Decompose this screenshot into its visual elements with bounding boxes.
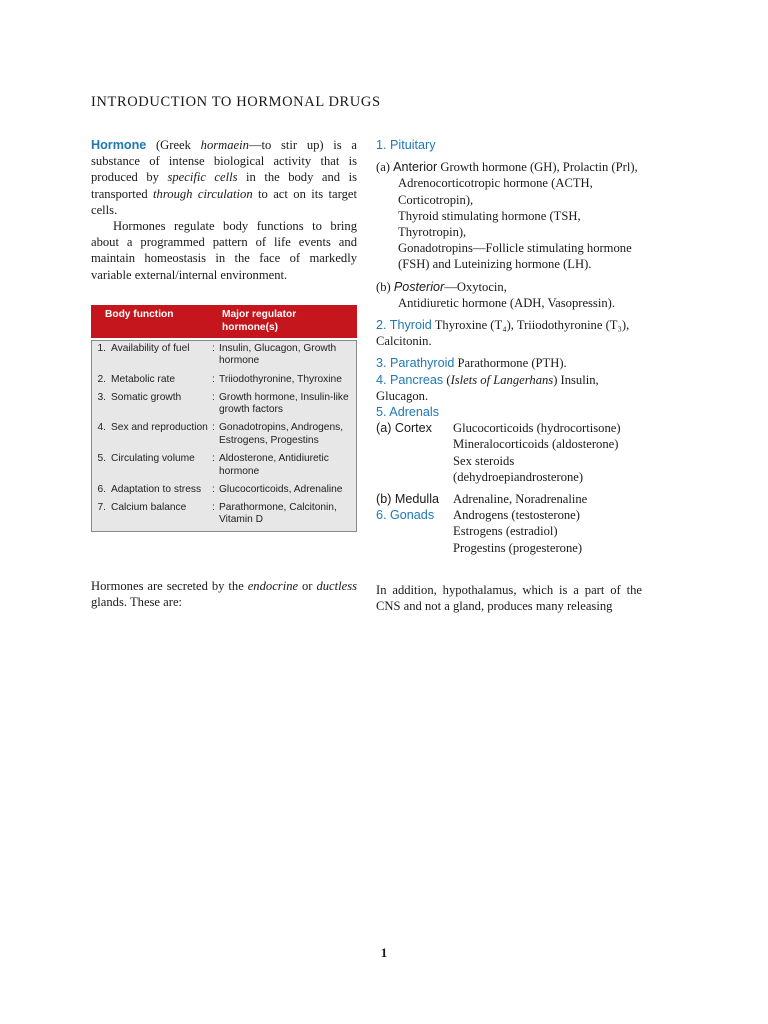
intro-text-d: specific cells bbox=[167, 170, 238, 185]
table-header bbox=[91, 305, 357, 338]
anterior-label: (a) bbox=[376, 160, 394, 175]
adrenal-medulla-row bbox=[376, 491, 642, 507]
table-row bbox=[92, 343, 356, 368]
anterior-line-4: Gonadotropins—Follicle stimulating hormone (FSH) and Luteinizing hormone (LH). bbox=[398, 241, 632, 272]
posterior-pituitary-line bbox=[376, 279, 642, 295]
row-number: 6. bbox=[97, 483, 106, 495]
gonads-hormone-2: Estrogens (estradiol) bbox=[453, 524, 558, 539]
intro-paragraph bbox=[91, 137, 357, 218]
posterior-label: (b) bbox=[376, 279, 394, 294]
row-body-function: Metabolic rate bbox=[111, 373, 175, 385]
gland-parathyroid-line bbox=[376, 355, 642, 371]
row-hormones: Aldosterone, Antidiuretic hormone bbox=[219, 452, 329, 477]
table-row bbox=[92, 422, 356, 447]
table-row bbox=[92, 392, 356, 417]
cortex-hormone-1: Glucocorticoids (hydrocortisone) bbox=[453, 421, 621, 436]
row-body-function: Availability of fuel bbox=[111, 342, 190, 354]
pancreas-a: ( bbox=[443, 372, 451, 387]
page-title: INTRODUCTION TO HORMONAL DRUGS bbox=[91, 94, 381, 110]
table-row bbox=[92, 453, 356, 478]
gonads-row bbox=[376, 507, 642, 556]
hormone-keyword: Hormone bbox=[91, 138, 147, 152]
hormone-function-table bbox=[91, 305, 357, 532]
adrenal-cortex-row bbox=[376, 420, 642, 485]
row-separator: : bbox=[212, 422, 215, 434]
glands-intro-b: endocrine bbox=[247, 579, 299, 593]
row-body-function: Circulating volume bbox=[111, 452, 195, 464]
glands-intro-d: ductless bbox=[316, 579, 358, 593]
gland-thyroid-line bbox=[376, 317, 642, 349]
posterior-text: —Oxytocin, bbox=[444, 279, 507, 294]
intro-text-e: in the body and is transported bbox=[91, 170, 357, 201]
row-body-function: Sex and reproduction bbox=[111, 422, 208, 434]
row-number: 2. bbox=[97, 373, 106, 385]
gland-gonads-heading: 6. Gonads bbox=[376, 508, 435, 523]
column-header-body-function: Body function bbox=[105, 308, 174, 320]
pancreas-c: ) Insulin, Glucagon. bbox=[376, 372, 599, 403]
regulation-paragraph: Hormones regulate body functions to bring about a programmed pattern of life events and maintain homeostasis in the face of markedly variable external/internal environment. bbox=[91, 219, 357, 282]
row-separator: : bbox=[212, 483, 215, 495]
gland-parathyroid-heading: 3. Parathyroid bbox=[376, 356, 455, 371]
parathyroid-text: Parathormone (PTH). bbox=[454, 356, 567, 371]
cortex-key: (a) Cortex bbox=[376, 421, 432, 436]
row-hormones: Gonadotropins, Androgens, Estrogens, Progestins bbox=[219, 422, 344, 446]
right-column bbox=[376, 137, 642, 556]
column-header-regulator-hormones: Major regulator hormone(s) bbox=[222, 308, 297, 333]
gland-pancreas-line bbox=[376, 372, 642, 404]
glands-intro-a: Hormones are secreted by the bbox=[91, 579, 248, 593]
row-hormones: Growth hormone, Insulin-like growth factors bbox=[219, 391, 349, 416]
hypothalamus-text: In addition, hypothalamus, which is a part of the CNS and not a gland, produces many releasing bbox=[376, 583, 642, 614]
row-number: 4. bbox=[97, 422, 106, 434]
glands-intro-e: glands. These are: bbox=[91, 595, 183, 610]
intro-text-a: (Greek bbox=[146, 138, 201, 152]
page-number: 1 bbox=[380, 945, 388, 960]
row-separator: : bbox=[212, 373, 215, 385]
row-separator: : bbox=[212, 391, 215, 403]
row-number: 7. bbox=[97, 501, 106, 513]
gland-thyroid-heading: 2. Thyroid bbox=[376, 318, 432, 333]
table-row bbox=[92, 374, 356, 387]
posterior-key: Posterior bbox=[393, 279, 445, 294]
table-body bbox=[91, 340, 357, 532]
row-hormones: Glucocorticoids, Adrenaline bbox=[219, 483, 343, 495]
anterior-line-3: Thyroid stimulating hormone (TSH, Thyrotropin), bbox=[398, 208, 581, 240]
pancreas-b: Islets of Langerhans bbox=[450, 372, 554, 387]
row-body-function: Calcium balance bbox=[111, 501, 187, 513]
row-hormones: Insulin, Glucagon, Growth hormone bbox=[219, 342, 337, 367]
row-number: 3. bbox=[97, 391, 106, 403]
row-body-function: Somatic growth bbox=[111, 391, 182, 403]
thyroid-text: Thyroxine (T₄), Triiodothyronine (T₃), Calcitonin. bbox=[376, 318, 630, 349]
row-separator: : bbox=[212, 452, 215, 464]
intro-text-c: —to stir up) is a substance of intense biological activity that is produced by bbox=[91, 138, 357, 185]
table-row bbox=[92, 502, 356, 527]
glands-intro-c: or bbox=[298, 579, 317, 593]
row-separator: : bbox=[212, 501, 215, 513]
posterior-line-2: Antidiuretic hormone (ADH, Vasopressin). bbox=[398, 295, 615, 310]
intro-text-f: through circulation bbox=[153, 186, 253, 201]
row-body-function: Adaptation to stress bbox=[111, 483, 202, 495]
gland-adrenals-heading: 5. Adrenals bbox=[376, 405, 440, 420]
intro-text-b: hormaein bbox=[200, 138, 249, 152]
table-row bbox=[92, 484, 356, 497]
gonads-hormone-3: Progestins (progesterone) bbox=[453, 540, 583, 555]
cortex-hormone-2: Mineralocorticoids (aldosterone) bbox=[453, 437, 619, 452]
row-number: 5. bbox=[97, 452, 106, 464]
medulla-key: (b) Medulla bbox=[376, 492, 439, 507]
anterior-text: Growth hormone (GH), Prolactin (Prl), bbox=[437, 160, 638, 175]
row-hormones: Triiodothyronine, Thyroxine bbox=[219, 373, 342, 385]
cortex-hormone-3: Sex steroids (dehydroepiandrosterone) bbox=[453, 453, 584, 484]
row-separator: : bbox=[212, 342, 215, 354]
hypothalamus-paragraph bbox=[376, 582, 642, 614]
anterior-pituitary-line bbox=[376, 159, 642, 175]
gland-pituitary-heading: 1. Pituitary bbox=[376, 138, 436, 152]
row-hormones: Parathormone, Calcitonin, Vitamin D bbox=[219, 501, 337, 526]
intro-text-g: to act on its target cells. bbox=[91, 186, 357, 217]
row-number: 1. bbox=[97, 342, 106, 354]
medulla-hormone-1: Adrenaline, Noradrenaline bbox=[453, 492, 588, 507]
gonads-hormone-1: Androgens (testosterone) bbox=[453, 508, 580, 523]
gland-pancreas-heading: 4. Pancreas bbox=[376, 372, 444, 387]
glands-intro-paragraph bbox=[91, 578, 357, 610]
anterior-key: Anterior bbox=[393, 160, 438, 175]
left-column bbox=[91, 137, 357, 532]
anterior-line-2: Adrenocorticotropic hormone (ACTH, Corticotropin), bbox=[398, 176, 593, 207]
